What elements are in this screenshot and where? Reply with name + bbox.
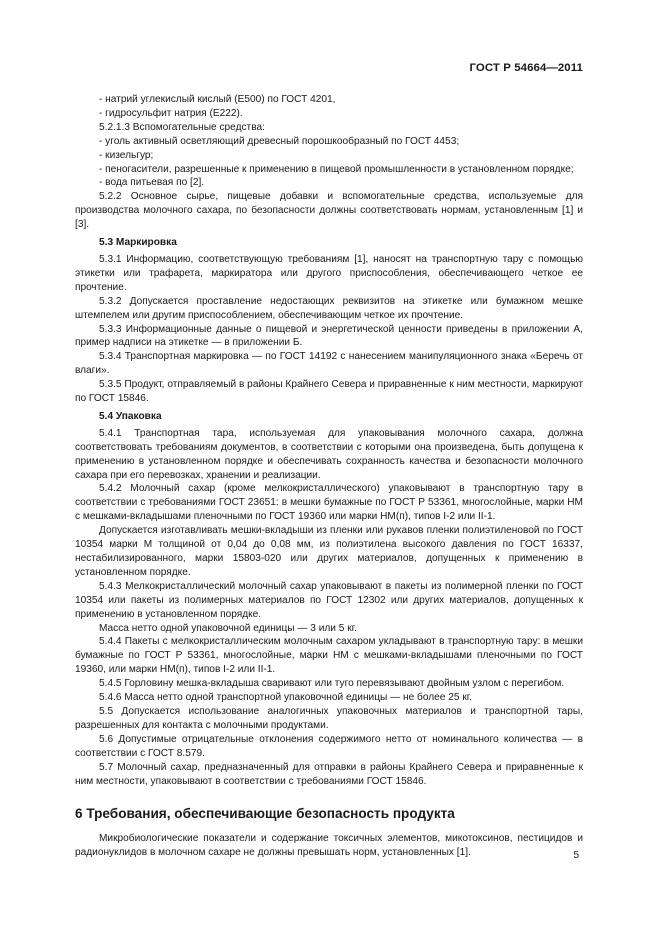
clause-5-3-5: 5.3.5 Продукт, отправляемый в районы Крайнего Севера и приравненные к ним местности, маркируют по ГОСТ 15846. <box>75 379 583 405</box>
list-item: - гидросульфит натрия (Е222). <box>99 107 243 119</box>
clause-5-4-3: 5.4.3 Мелкокристаллический молочный сахар упаковывают в пакеты из полимерной пленки по ГОСТ 10354 или пакеты из полимерных материалов по ГОСТ 12302 или других материалов, допущенных к применению в установленном порядке. <box>75 580 583 620</box>
clause-5-4-4: 5.4.4 Пакеты с мелкокристаллическим молочным сахаром укладывают в транспортную тару: в мешки бумажные по ГОСТ Р 53361, многослойные, марки НМ с мешками-вкладышами пленочными по ГОСТ 19360, или марки НМ(п), типов I-2 или II-1. <box>75 636 583 676</box>
clause-5-4-2-note: Допускается изготавливать мешки-вкладыши из пленки или рукавов пленки полиэтиленовой по ГОСТ 10354 марки М толщиной от 0,04 до 0,08 мм, из полиэтилена высокого давления по ГОСТ 16337, нестабилизированного, марки 15803-020 или других материалов, допущенных к применению в установленном порядке. <box>75 525 583 578</box>
clause-5-4-5: 5.4.5 Горловину мешка-вкладыша сваривают или туго перевязывают двойным узлом с перегибом. <box>99 678 565 690</box>
clause-5-2-2: 5.2.2 Основное сырье, пищевые добавки и вспомогательные средства, используемые для производства молочного сахара, по безопасности должны соответствовать нормам, установленным [1] и [3]. <box>75 191 583 231</box>
clause-5-3-1: 5.3.1 Информацию, соответствующую требованиям [1], наносят на транспортную тару с помощью этикетки или трафарета, маркиратора или другого приспособления, обеспечивающего четкое ее прочтение. <box>75 253 583 293</box>
list-item: - пеногасители, разрешенные к применению в пищевой промышленности в установленном порядке; <box>99 163 574 175</box>
clause-5-6: 5.6 Допустимые отрицательные отклонения содержимого нетто от номинального количества — в соответствии с ГОСТ 8.579. <box>75 733 583 759</box>
section-6-title: 6 Требования, обеспечивающие безопасность продукта <box>75 806 455 822</box>
clause-5-3-2: 5.3.2 Допускается проставление недостающих реквизитов на этикетке или бумажном мешке штемпелем или другим приспособлением, обеспечивающим четкое их прочтение. <box>75 295 583 321</box>
list-item: - уголь активный осветляющий древесный порошкообразный по ГОСТ 4453; <box>99 135 460 147</box>
heading-5-3: 5.3 Маркировка <box>99 237 177 249</box>
clause-5-3-4: 5.3.4 Транспортная маркировка — по ГОСТ 14192 с нанесением манипуляционного знака «Беречь от влаги». <box>75 351 583 377</box>
heading-5-4: 5.4 Упаковка <box>99 410 162 422</box>
document-body <box>75 93 583 860</box>
page-number: 5 <box>573 850 579 861</box>
list-item: - натрий углекислый кислый (Е500) по ГОСТ 4201, <box>99 94 336 105</box>
clause-5-7: 5.7 Молочный сахар, предназначенный для отправки в районы Крайнего Севера и приравненные к ним местности, упаковывают в соответствии с требованиями ГОСТ 15846. <box>75 761 583 787</box>
document-code: ГОСТ Р 54664—2011 <box>469 62 583 74</box>
list-item: - кизельгур; <box>99 149 154 161</box>
clause-5-4-6: 5.4.6 Масса нетто одной транспортной упаковочной единицы — не более 25 кг. <box>99 692 473 704</box>
clause-5-4-3-mass: Масса нетто одной упаковочной единицы — 3 или 5 кг. <box>99 622 357 634</box>
clause-5-4-1: 5.4.1 Транспортная тара, используемая для упаковывания молочного сахара, должна соответствовать требованиям документов, в соответствии с которыми она произведена, быть допущена к применению в установленном порядке и обеспечивать сохранность качества и безопасности молочного сахара при его перевозках, хранении и реализации. <box>75 427 583 481</box>
clause-5-2-1-3: 5.2.1.3 Вспомогательные средства: <box>99 121 265 133</box>
section-6-text: Микробиологические показатели и содержание токсичных элементов, микотоксинов, пестицидов и радионуклидов в молочном сахаре не должны превышать норм, установленных [1]. <box>75 833 583 859</box>
clause-5-4-2: 5.4.2 Молочный сахар (кроме мелкокристаллического) упаковывают в транспортную тару в соответствии с требованиями ГОСТ 23651: в мешки бумажные по ГОСТ Р 53361, многослойные, марки НМ с мешками-вкладышами пленочными по ГОСТ 19360 или марки НМ(п), типов I-2 или II-1. <box>75 483 583 523</box>
clause-5-5: 5.5 Допускается использование аналогичных упаковочных материалов и транспортной тары, разрешенных для контакта с молочными продуктами. <box>75 705 583 731</box>
clause-5-3-3: 5.3.3 Информационные данные о пищевой и энергетической ценности приведены в приложении А, пример надписи на этикетке — в приложении Б. <box>75 323 583 349</box>
list-item: - вода питьевая по [2]. <box>99 177 205 189</box>
